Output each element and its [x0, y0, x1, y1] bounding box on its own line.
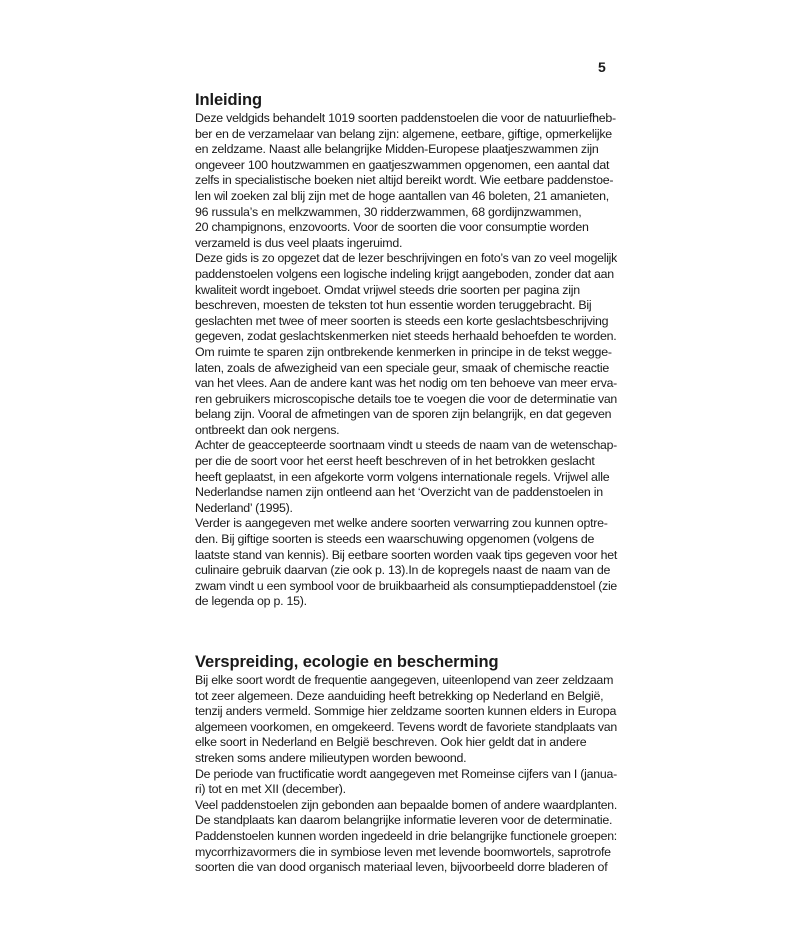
section-body [195, 111, 620, 610]
body-text-line: ongeveer 100 houtzwammen en gaatjeszwammen opgenomen, een aantal dat [195, 157, 610, 172]
body-text-line: ber en de verzamelaar van belang zijn: algemene, eetbare, giftige, opmerkelijke [195, 126, 612, 141]
body-text-line: zwam vindt u een symbool voor de bruikbaarheid als consumptiepaddenstoel (zie [195, 578, 617, 593]
body-text-line: heeft geplaatst, in een afgekorte vorm volgens internationale regels. Vrijwel alle [195, 469, 610, 484]
body-text-line: De periode van fructificatie wordt aangegeven met Romeinse cijfers van I (janua- [195, 766, 617, 781]
body-text-line: Veel paddenstoelen zijn gebonden aan bepaalde bomen of andere waardplanten. [195, 797, 617, 812]
body-text-line: De standplaats kan daarom belangrijke informatie leveren voor de determinatie. [195, 813, 613, 828]
body-text-line: soorten die van dood organisch materiaal leven, bijvoorbeeld dorre bladeren of [195, 860, 608, 875]
section-heading: Verspreiding, ecologie en bescherming [195, 653, 499, 671]
body-text-line: algemeen voorkomen, en omgekeerd. Tevens wordt de favoriete standplaats van [195, 719, 618, 734]
body-text-line: ri) tot en met XII (december). [195, 782, 346, 797]
body-text-line: en zeldzame. Naast alle belangrijke Midden-Europese plaatjeszwammen zijn [195, 142, 599, 157]
body-text-line: Paddenstoelen kunnen worden ingedeeld in drie belangrijke functionele groepen: [195, 828, 617, 843]
body-text-line: mycorrhizavormers die in symbiose leven met levende boomwortels, saprotrofe [195, 844, 611, 859]
body-text-line: tenzij anders vermeld. Sommige hier zeldzame soorten kunnen elders in Europa [195, 704, 617, 719]
body-text-line: Bij elke soort wordt de frequentie aangegeven, uiteenlopend van zeer zeldzaam [195, 673, 614, 687]
body-text-line: ontbreekt dan ook nergens. [195, 422, 340, 437]
body-text-line: beschreven, moesten de teksten tot hun essentie worden teruggebracht. Bij [195, 298, 592, 313]
body-text-line: streken soms andere milieutypen worden bewoond. [195, 750, 467, 765]
body-text-line: culinaire gebruik daarvan (zie ook p. 13).In de kopregels naast de naam van de [195, 563, 611, 578]
body-text-line: Deze gids is zo opgezet dat de lezer beschrijvingen en foto’s van zo veel mogelijk [195, 251, 618, 266]
section-body [195, 673, 620, 876]
body-text-line: Achter de geaccepteerde soortnaam vindt u steeds de naam van de wetenschap- [195, 438, 617, 453]
body-text-line: elke soort in Nederland en België beschreven. Ook hier geldt dat in andere [195, 735, 587, 750]
body-text-line: per die de soort voor het eerst heeft beschreven of in het betrokken geslacht [195, 454, 595, 469]
body-text-line: len wil zoeken zal blij zijn met de hoge aantallen van 46 boleten, 21 amanieten, [195, 188, 609, 203]
body-text-line: zelfs in specialistische boeken niet altijd bereikt wordt. Wie eetbare paddenstoe- [195, 173, 614, 188]
body-text-line: kwaliteit wordt ingeboet. Omdat vrijwel steeds drie soorten per pagina zijn [195, 282, 580, 297]
body-text-line: de legenda op p. 15). [195, 594, 307, 609]
body-text-line: ren gebruikers microscopische details toe te voegen die voor de determinatie van [195, 391, 618, 406]
section-inleiding [195, 90, 620, 610]
body-text-line: laatste stand van kennis). Bij eetbare soorten worden vaak tips gegeven voor het [195, 547, 618, 562]
body-text-line: tot zeer algemeen. Deze aanduiding heeft betrekking op Nederland en België, [195, 688, 604, 703]
body-text-line: Nederlandse namen zijn ontleend aan het ‘Overzicht van de paddenstoelen in [195, 485, 603, 500]
section-verspreiding [195, 652, 620, 876]
page-number: 5 [598, 59, 606, 75]
body-text-line: 20 champignons, enzovoorts. Voor de soorten die voor consumptie worden [195, 220, 589, 235]
body-text-line: verzameld is dus veel plaats ingeruimd. [195, 235, 403, 250]
body-text-line: Nederland’ (1995). [195, 500, 293, 515]
body-text-line: geslachten met twee of meer soorten is steeds een korte geslachtsbeschrijving [195, 313, 609, 328]
body-text-line: laten, zoals de afwezigheid van een speciale geur, smaak of chemische reactie [195, 360, 609, 375]
body-text-line: Verder is aangegeven met welke andere soorten verwarring zou kunnen optre- [195, 516, 608, 531]
body-text-line: den. Bij giftige soorten is steeds een waarschuwing opgenomen (volgens de [195, 532, 595, 547]
body-text-line: belang zijn. Vooral de afmetingen van de sporen zijn belangrijk, en dat gegeven [195, 407, 612, 422]
body-text-line: van het vlees. Aan de andere kant was het nodig om ten behoeve van meer erva- [195, 376, 617, 391]
body-text-line: gegeven, zodat geslachtskenmerken niet steeds herhaald behoefden te worden. [195, 329, 617, 344]
body-text-line: Deze veldgids behandelt 1019 soorten paddenstoelen die voor de natuurliefheb- [195, 111, 616, 125]
body-text-line: 96 russula’s en melkzwammen, 30 ridderzwammen, 68 gordijnzwammen, [195, 204, 582, 219]
body-text-line: Om ruimte te sparen zijn ontbrekende kenmerken in principe in de tekst wegge- [195, 344, 612, 359]
section-heading: Inleiding [195, 91, 262, 109]
body-text-line: paddenstoelen volgens een logische indeling krijgt aangeboden, zonder dat aan [195, 266, 614, 281]
